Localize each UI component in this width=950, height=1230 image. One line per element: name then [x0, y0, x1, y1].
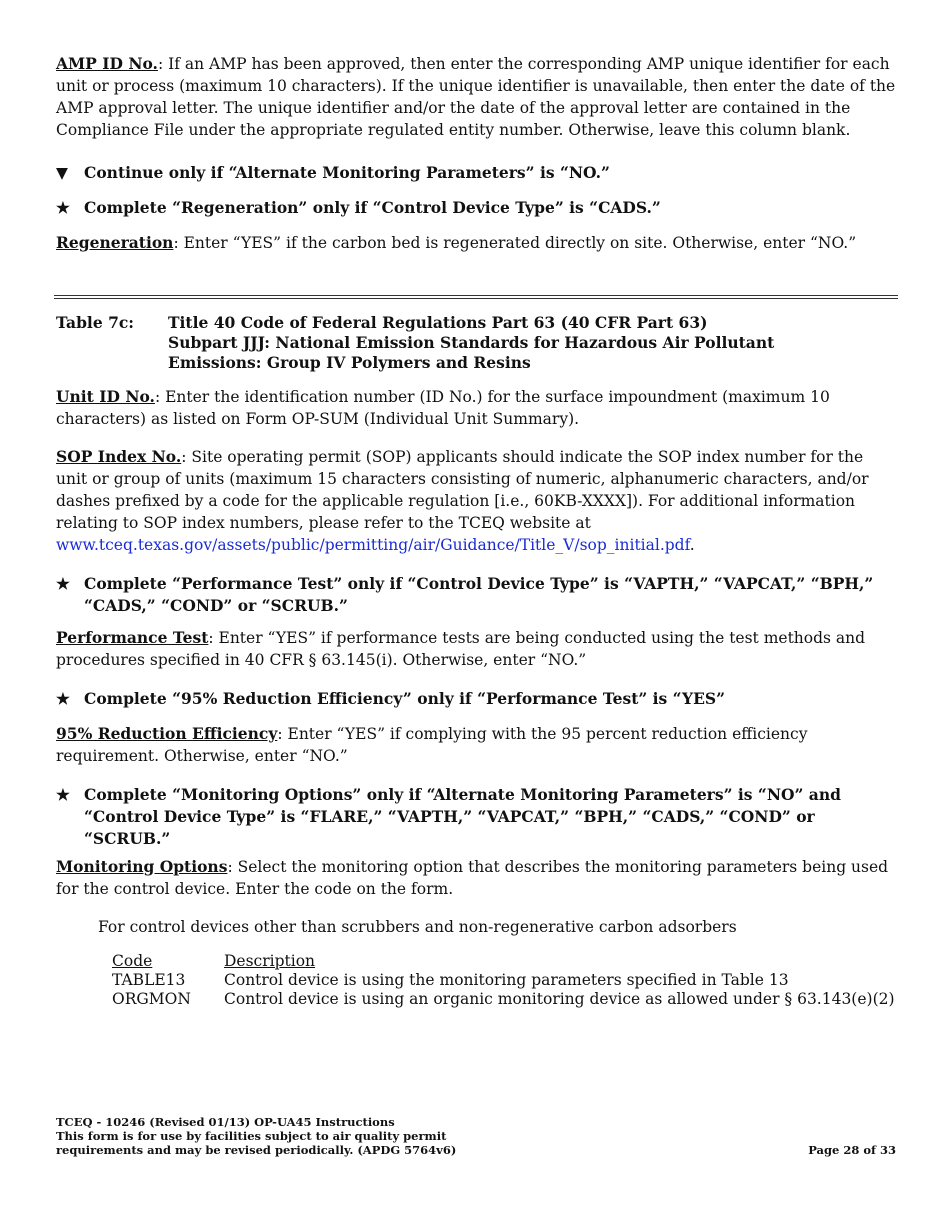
- section-divider: [54, 298, 898, 299]
- monitoring-options-text: : Select the monitoring option that describes the monitoring parameters being used for the control device. Enter the code on the form.: [56, 858, 889, 898]
- table-row: [112, 971, 902, 990]
- performance-test-text: : Enter “YES” if performance tests are being conducted using the test methods and procedures specified in 40 CFR § 63.145(i). Otherwise, enter “NO.”: [56, 629, 866, 669]
- regeneration-text: : Enter “YES” if the carbon bed is regenerated directly on site. Otherwise, enter “NO.”: [173, 234, 857, 252]
- unit-id-paragraph: [56, 386, 896, 430]
- table-title-line: Emissions: Group IV Polymers and Resins: [168, 353, 531, 372]
- footer-notice-line: This form is for use by facilities subject to air quality permit: [56, 1129, 447, 1143]
- star-icon: ★: [56, 689, 70, 708]
- regeneration-term: Regeneration: [56, 233, 174, 252]
- reduction-instruction-text: Complete “95% Reduction Efficiency” only if “Performance Test” is “YES”: [84, 689, 726, 708]
- star-icon: ★: [56, 574, 70, 593]
- regeneration-paragraph: [56, 232, 896, 254]
- page-footer: [56, 1115, 896, 1157]
- section-divider: [54, 295, 898, 296]
- reduction-efficiency-paragraph: [56, 723, 896, 767]
- monitoring-instruction-text: Complete “Monitoring Options” only if “Alternate Monitoring Parameters” is “NO” and “Control Device Type” is “FLARE,” “VAPTH,” “VAPCAT,” “BPH,” “CADS,” “COND” or “SCRUB.”: [84, 785, 841, 848]
- reduction-efficiency-text: : Enter “YES” if complying with the 95 percent reduction efficiency requirement. Otherwise, enter “NO.”: [56, 725, 808, 765]
- star-icon: ★: [56, 198, 70, 217]
- down-triangle-icon: ▼: [56, 163, 68, 182]
- star-icon: ★: [56, 785, 70, 804]
- code-column-header: Code: [112, 952, 153, 970]
- monitoring-codes-table: [112, 952, 902, 1009]
- regeneration-instruction: [56, 197, 896, 219]
- monitoring-options-paragraph: [56, 856, 896, 900]
- amp-id-text: : If an AMP has been approved, then enter the corresponding AMP unique identifier for each unit or process (maximum 10 characters). If the unique identifier is unavailable, then enter the date of the AMP approval letter. The unique identifier and/or the date of the approval letter are contained in the Compliance File under the appropriate regulated entity number. Otherwise, leave this column blank.: [56, 55, 896, 139]
- codes-header-row: [112, 952, 902, 971]
- amp-id-paragraph: [56, 53, 896, 141]
- sop-guidance-link[interactable]: www.tceq.texas.gov/assets/public/permitting/air/Guidance/Title_V/sop_initial.pdf: [56, 536, 690, 554]
- sop-index-text: : Site operating permit (SOP) applicants should indicate the SOP index number for the unit or group of units (maximum 15 characters consisting of numeric, alphanumeric characters, and/or dashes prefixed by a code for the applicable regulation [i.e., 60KB-XXXX]). For additional information relating to SOP index numbers, please refer to the TCEQ website at: [56, 448, 869, 532]
- description-column-header: Description: [224, 952, 316, 970]
- table-title-line: Subpart JJJ: National Emission Standards for Hazardous Air Pollutant: [168, 333, 775, 352]
- unit-id-text: : Enter the identification number (ID No.) for the surface impoundment (maximum 10 characters) as listed on Form OP-SUM (Individual Unit Summary).: [56, 388, 830, 428]
- code-cell: TABLE13: [112, 971, 186, 989]
- table-heading: [56, 313, 896, 373]
- table-row: [112, 990, 902, 1009]
- continue-instruction: [56, 162, 896, 184]
- table-title-line: Title 40 Code of Federal Regulations Part 63 (40 CFR Part 63): [168, 313, 708, 332]
- performance-instruction: [56, 573, 896, 617]
- regeneration-instruction-text: Complete “Regeneration” only if “Control Device Type” is “CADS.”: [84, 198, 661, 217]
- sop-index-term: SOP Index No.: [56, 447, 182, 466]
- performance-instruction-text: Complete “Performance Test” only if “Control Device Type” is “VAPTH,” “VAPCAT,” “BPH,” “CADS,” “COND” or “SCRUB.”: [84, 574, 874, 615]
- code-cell: ORGMON: [112, 990, 191, 1008]
- sop-index-paragraph: SOP Index No.: Site operating permit (SOP) applicants should indicate the SOP index number for the unit or group of units (maximum 15 characters consisting of numeric, alphanumeric characters, and/or dashes prefixed by a code for the applicable regulation [i.e., 60KB-XXXX]). For additional information relating to SOP index numbers, please refer to the TCEQ website at www.tceq.texas.gov/assets/public/permitting/air/Guidance/Title_V/sop_initial.pdf.: [56, 447, 869, 554]
- table-label: Table 7c:: [56, 313, 135, 332]
- performance-test-paragraph: [56, 627, 896, 671]
- continue-instruction-text: Continue only if “Alternate Monitoring Parameters” is “NO.”: [84, 163, 610, 182]
- monitoring-options-term: Monitoring Options: [56, 857, 228, 876]
- unit-id-term: Unit ID No.: [56, 387, 155, 406]
- monitoring-instruction: [56, 784, 896, 850]
- reduction-instruction: [56, 688, 896, 710]
- description-cell: Control device is using the monitoring parameters specified in Table 13: [224, 971, 789, 989]
- footer-notice-line: requirements and may be revised periodically. (APDG 5764v6): [56, 1143, 457, 1157]
- footer-form-id: TCEQ - 10246 (Revised 01/13) OP-UA45 Instructions: [56, 1115, 395, 1129]
- page-number: Page 28 of 33: [808, 1143, 896, 1157]
- table-title: [168, 313, 896, 373]
- description-cell: Control device is using an organic monitoring device as allowed under § 63.143(e)(2): [224, 990, 895, 1008]
- control-devices-intro: For control devices other than scrubbers and non-regenerative carbon adsorbers: [98, 918, 737, 936]
- amp-id-term: AMP ID No.: [56, 54, 158, 73]
- reduction-efficiency-term: 95% Reduction Efficiency: [56, 724, 278, 743]
- performance-test-term: Performance Test: [56, 628, 209, 647]
